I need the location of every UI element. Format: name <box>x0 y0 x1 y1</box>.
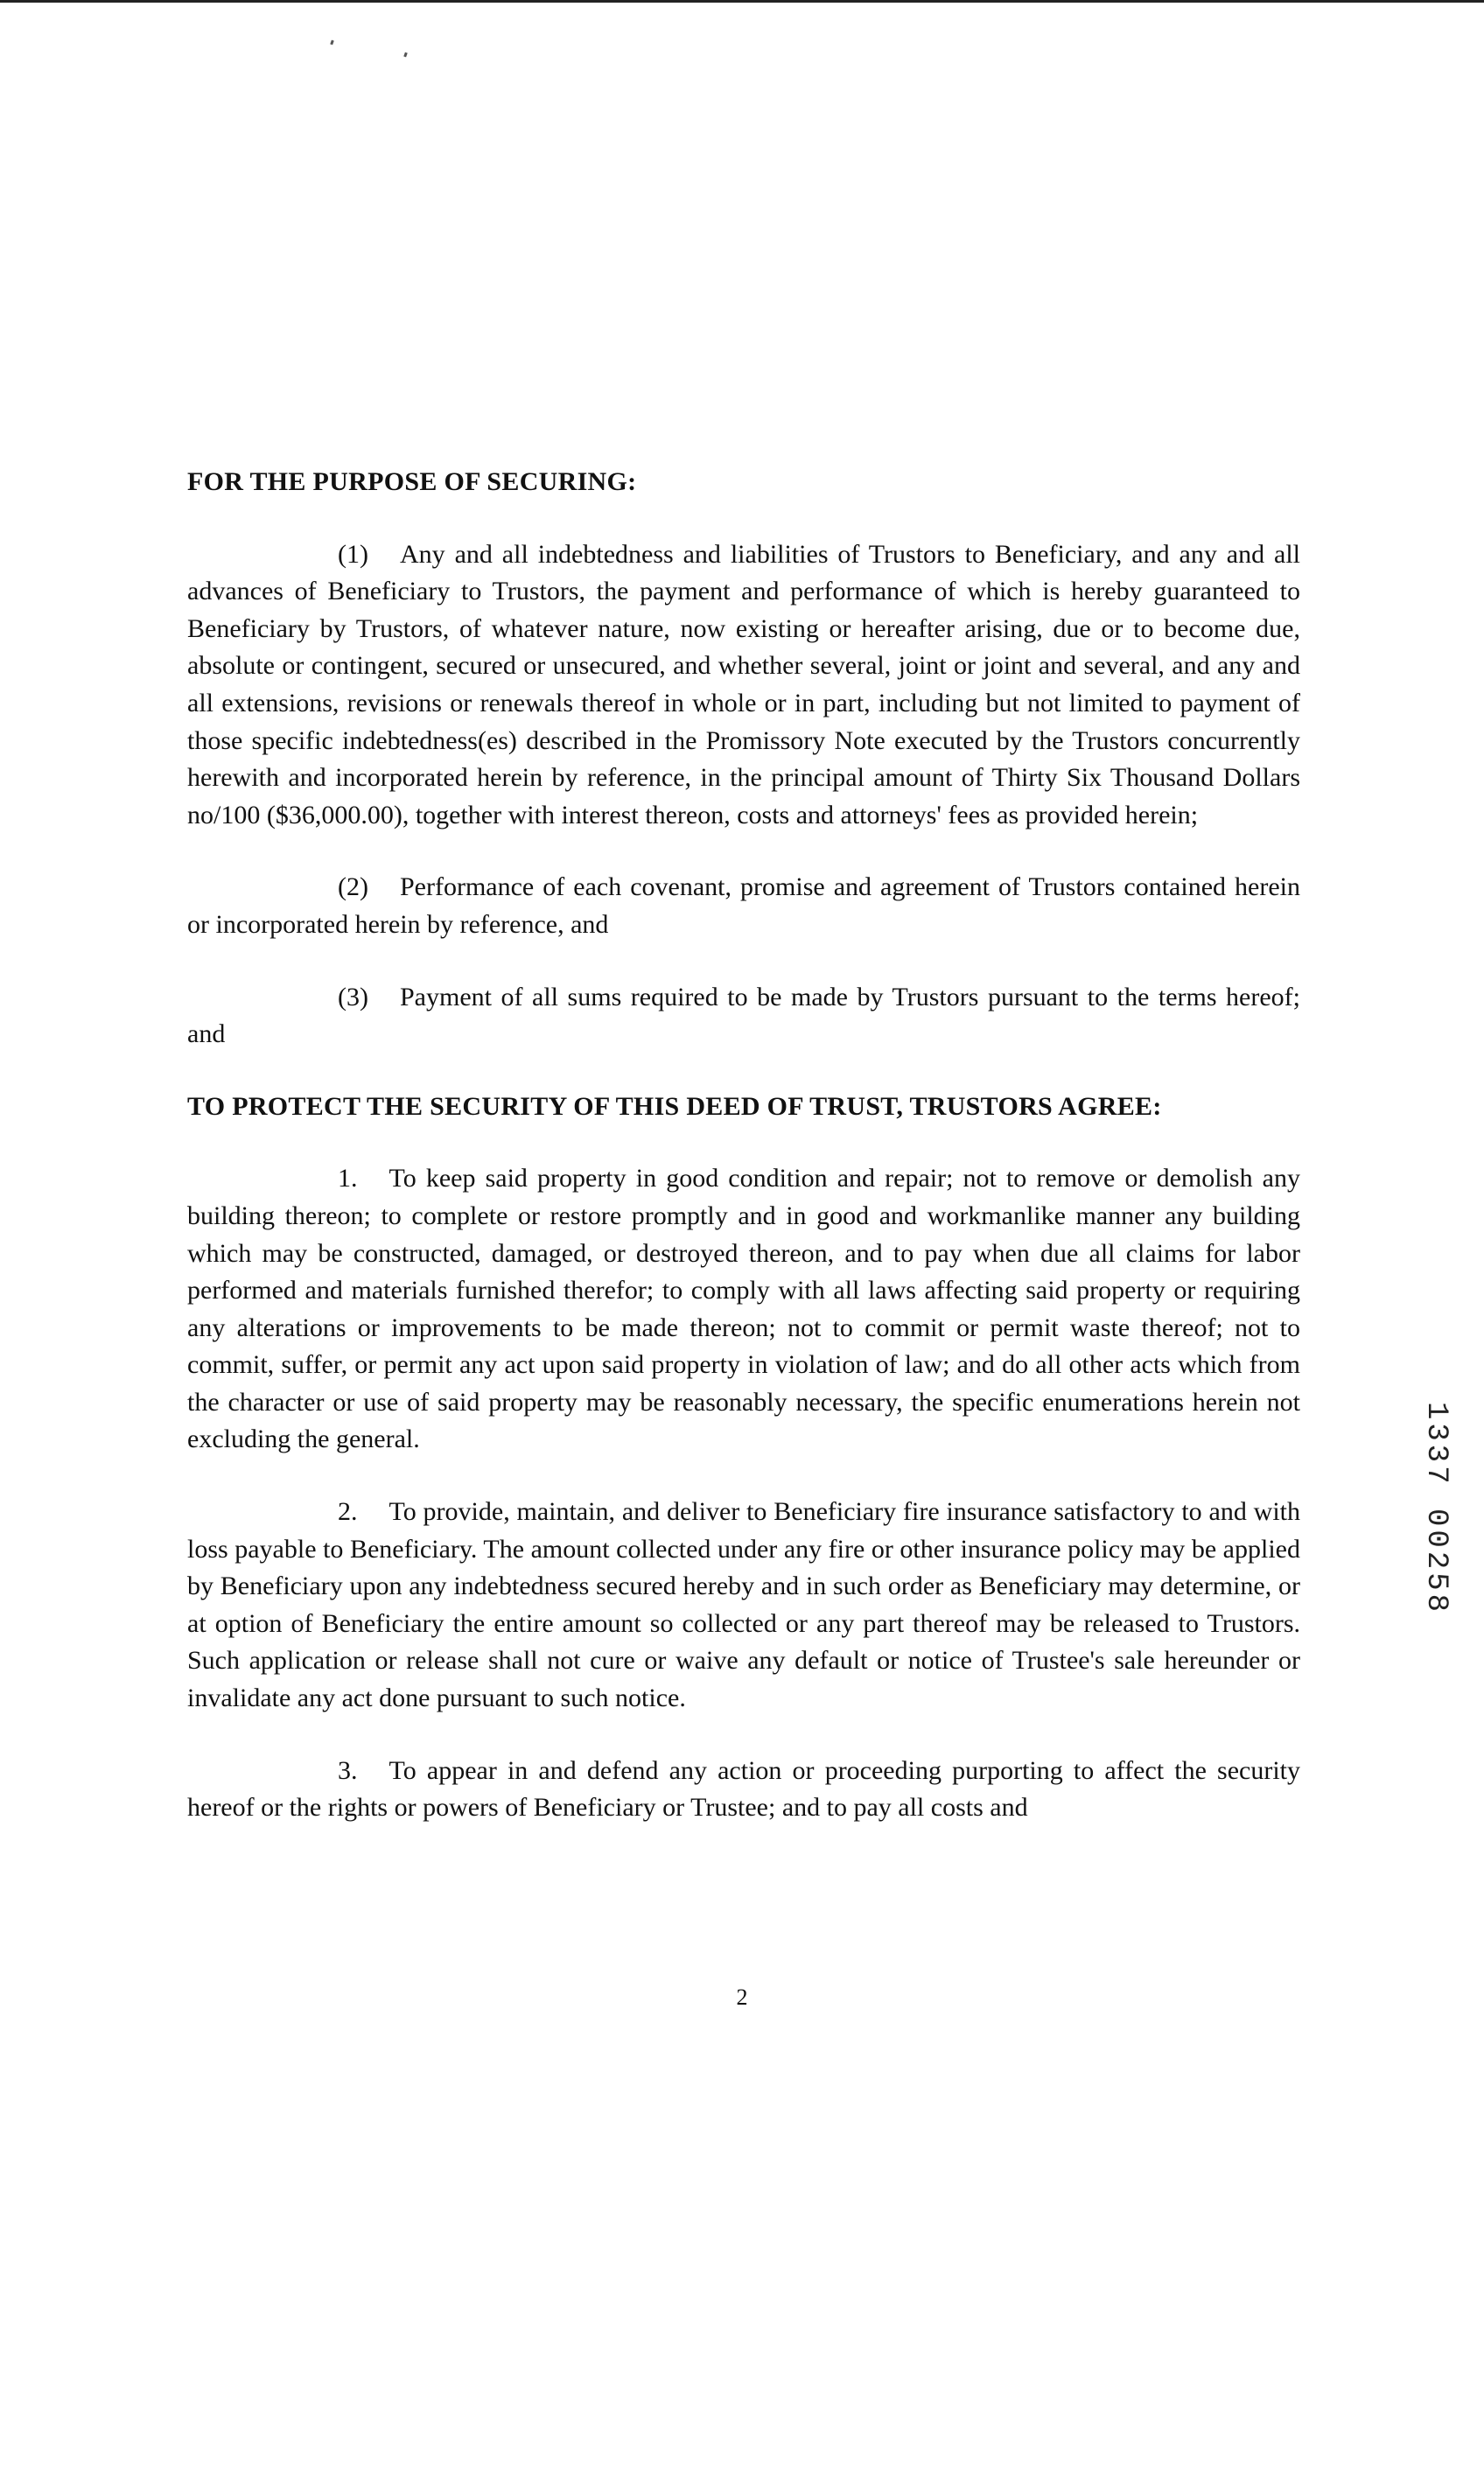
agreement-text: To keep said property in good condition and repair; not to remove or demolish any building thereon; to complete or restore promptly and in good and workmanlike manner any building which may be constructed, damaged, or destroyed thereon, and to pay when due all claims for labor performed and materials furnished therefor; to comply with all laws affecting said property or requiring any alterations or improvements to be made thereon; not to commit or permit waste thereof; not to commit, suffer, or permit any act upon said property in violation of law; and do all other acts which from the character or use of said property may be reasonably necessary, the specific enumerations herein not excluding the general. <box>187 1164 1300 1454</box>
top-border-line <box>0 0 1484 3</box>
scan-speck <box>403 52 408 58</box>
clause-2 <box>187 869 1300 943</box>
side-stamp: 1337 00258 <box>1419 1402 1452 1616</box>
scan-speck <box>330 40 334 46</box>
agreement-1 <box>187 1160 1300 1459</box>
agreement-label: 3. <box>338 1755 358 1785</box>
agreement-label: 1. <box>338 1164 358 1194</box>
agreement-text: To provide, maintain, and deliver to Beneficiary fire insurance satisfactory to and with loss payable to Beneficiary. The amount collected under any fire or other insurance policy may be applied by Beneficiary upon any indebtedness secured hereby and in such order as Beneficiary may determine, or at option of Beneficiary the entire amount so collected or any part thereof may be released to Trustors. Such application or release shall not cure or waive any default or notice of Trustee's sale hereunder or invalidate any act done pursuant to such notice. <box>187 1497 1300 1713</box>
agreement-label: 2. <box>338 1497 358 1527</box>
page-number: 2 <box>736 1984 748 2010</box>
agreement-text: To appear in and defend any action or proceeding purporting to affect the security hereof or the rights or powers of Beneficiary or Trustee; and to pay all costs and <box>187 1755 1300 1823</box>
heading-protect-security: TO PROTECT THE SECURITY OF THIS DEED OF TRUST, TRUSTORS AGREE: <box>187 1091 1162 1121</box>
clause-text: Payment of all sums required to be made by Trustors pursuant to the terms hereof; and <box>187 982 1300 1049</box>
clause-1 <box>187 536 1300 835</box>
heading-purpose-of-securing: FOR THE PURPOSE OF SECURING: <box>187 467 637 496</box>
clause-text: Any and all indebtedness and liabilities of Trustors to Beneficiary, and any and all advances of Beneficiary to Trustors, the payment and performance of which is hereby guaranteed to Beneficiary by Trustors, of whatever nature, now existing or hereafter arising, due or to become due, absolute or contingent, secured or unsecured, and whether several, joint or joint and several, and any and all extensions, revisions or renewals thereof in whole or in part, including but not limited to payment of those specific indebtedness(es) described in the Promissory Note executed by the Trustors concurrently herewith and incorporated herein by reference, in the principal amount of Thirty Six Thousand Dollars no/100 ($36,000.00), together with interest thereon, costs and attorneys' fees as provided herein; <box>187 539 1300 830</box>
document-body <box>187 464 1300 1827</box>
clause-label: (2) <box>338 872 368 902</box>
clause-label: (1) <box>338 539 368 569</box>
clause-label: (3) <box>338 982 368 1012</box>
clause-3 <box>187 979 1300 1054</box>
agreement-2 <box>187 1494 1300 1718</box>
clause-text: Performance of each covenant, promise and agreement of Trustors contained herein or incorporated herein by reference, and <box>187 872 1300 939</box>
agreement-3 <box>187 1753 1300 1827</box>
